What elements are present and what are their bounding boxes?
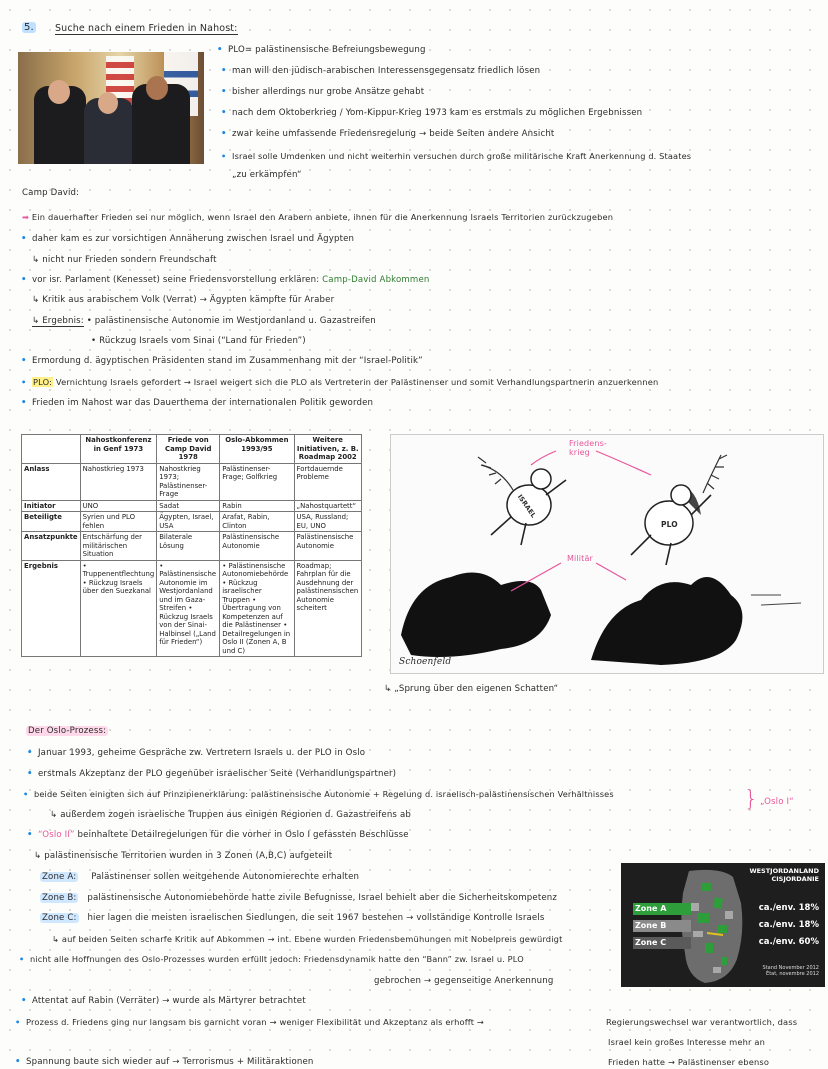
oslo-line: • beide Seiten einigten sich auf Prinzipienerklärung: palästinensische Autonomie + Regelung d. israelisch-palästinensischen Verhältnisses — [34, 789, 614, 800]
shadow-right — [591, 577, 742, 665]
person-head — [146, 76, 168, 100]
table-cell: Fortdauernde Probleme — [294, 463, 362, 500]
table-cell: „Nahostquartett“ — [294, 500, 362, 512]
table-cell: UNO — [80, 500, 157, 512]
table-cell: Nahostkrieg 1973; Palästinenser-Frage — [157, 463, 220, 500]
oslo-line: gebrochen → gegenseitige Anerkennung — [374, 976, 554, 986]
intro-continuation: „zu erkämpfen“ — [232, 170, 302, 180]
table-cell: Sadat — [157, 500, 220, 512]
intro-bullet: • PLO= palästinensische Befreiungsbewegung — [228, 45, 426, 56]
cartoon-caption: ↳ „Sprung über den eigenen Schatten“ — [384, 684, 559, 694]
intro-bullet: • zwar keine umfassende Friedensregelung → beide Seiten andere Ansicht — [232, 129, 554, 140]
table-cell: Palästinenser-Frage; Golfkrieg — [220, 463, 294, 500]
oslo-line: ↳ außerdem zogen israelische Truppen aus einigen Regionen d. Gazastreifens ab — [50, 810, 411, 820]
camp-david-line: • daher kam es zur vorsichtigen Annäherung zwischen Israel und Ägypten — [32, 234, 354, 245]
table-cell: • Palästinensische Autonomie im Westjordanland und im Gaza-Streifen • Rückzug Israels von der Sinai-Halbinsel („Land für Frieden“) — [157, 560, 220, 657]
map-title: WESTJORDANLAND CISJORDANIE — [749, 867, 819, 883]
table-row — [22, 463, 362, 500]
cartoon-label-peace: Friedens-krieg — [569, 439, 607, 457]
table-cell: Ansatzpunkte — [22, 532, 81, 561]
oslo-line: • nicht alle Hoffnungen des Oslo-Prozesses wurden erfüllt jedoch: Friedensdynamik hatte den “Bann” zw. Israel u. PLO — [30, 954, 524, 965]
oslo-line: ↳ auf beiden Seiten scharfe Kritik auf Abkommen → int. Ebene wurden Friedensbemühungen mit Nobelpreis gewürdigt — [52, 934, 563, 944]
table-cell: Roadmap; Fahrplan für die Ausdehnung der palästinensischen Autonomie scheitert — [294, 560, 362, 657]
map-pct-c: ca./env. 60% — [758, 937, 819, 947]
camp-david-line: ↳ Kritik aus arabischem Volk (Verrat) → Ägypten kämpfte für Araber — [32, 295, 335, 305]
camp-david-line: • PLO: Vernichtung Israels gefordert → Israel weigert sich die PLO als Vertreterin der Palästinenser und somit Verhandlungspartnerin anzuerkennen — [32, 377, 658, 388]
table-cell: Initiator — [22, 500, 81, 512]
cartoon-label-plo: PLO — [661, 520, 678, 529]
oslo-one-label: „Oslo I“ — [760, 797, 794, 807]
person-head — [98, 92, 118, 114]
cartoon-drawing — [391, 435, 823, 673]
intro-bullet: • Israel solle Umdenken und nicht weiterhin versuchen durch große militärische Kraft Anerkennung d. Staates — [232, 151, 691, 162]
camp-david-line: • Frieden im Nahost war das Dauerthema der internationalen Politik geworden — [32, 398, 373, 409]
intro-bullet: • man will den jüdisch-arabischen Interessensgegensatz friedlich lösen — [232, 66, 540, 77]
west-bank-map — [621, 863, 825, 987]
zone-a: Zone A: Palästinenser sollen weitgehende Autonomierechte erhalten — [42, 872, 360, 882]
table-cell: Palästinensische Autonomie — [220, 532, 294, 561]
table-cell: Ergebnis — [22, 560, 81, 657]
oslo-line: Israel kein großes Interesse mehr an — [608, 1037, 766, 1047]
table-cell: USA, Russland; EU, UNO — [294, 512, 362, 532]
map-pct-b: ca./env. 18% — [758, 920, 819, 930]
intro-bullet: • bisher allerdings nur grobe Ansätze gehabt — [232, 87, 424, 98]
camp-david-line: ↳ nicht nur Frieden sondern Freundschaft — [32, 255, 217, 265]
oslo-line: Regierungswechsel war verantwortlich, dass — [606, 1017, 798, 1027]
table-row — [22, 500, 362, 512]
oslo-line: • Prozess d. Friedens ging nur langsam bis garnicht voran → weniger Flexibilität und Akzeptanz als erhofft → — [26, 1017, 484, 1028]
table-cell: Rabin — [220, 500, 294, 512]
intro-bullet: • nach dem Oktoberkrieg / Yom-Kippur-Krieg 1973 kam es erstmals zu möglichen Ergebnissen — [232, 108, 642, 119]
map-key-zone-b: Zone B — [633, 920, 691, 932]
arrow-pink — [531, 451, 556, 465]
table-header — [22, 435, 81, 464]
table-header-row — [22, 435, 362, 464]
section-title: Suche nach einem Frieden in Nahost: — [55, 23, 238, 34]
cartoon-label-israel: ISRAEL — [515, 493, 538, 520]
table-cell: Entschärfung der militärischen Situation — [80, 532, 157, 561]
map-key-zone-c: Zone C — [633, 937, 691, 949]
section-number: 5. — [24, 22, 34, 33]
oslo-line: Frieden hatte → Palästinenser ebenso — [608, 1057, 770, 1067]
table-header: Oslo-Abkommen 1993/95 — [220, 435, 294, 464]
shadow-left — [401, 573, 551, 658]
cartoon — [390, 434, 824, 674]
cartoon-signature: Schoenfeld — [399, 657, 452, 667]
table-row — [22, 512, 362, 532]
table-cell: Palästinensische Autonomie — [294, 532, 362, 561]
camp-david-result: ↳ Ergebnis: • palästinensische Autonomie im Westjordanland u. Gazastreifen — [32, 316, 376, 326]
oslo-line: • erstmals Akzeptanz der PLO gegenüber israelischer Seite (Verhandlungspartner) — [38, 769, 396, 780]
camp-david-line: • vor isr. Parlament (Kenesset) seine Friedensvorstellung erklären: Camp-David Abkommen — [32, 275, 429, 286]
person-head — [48, 80, 70, 104]
peace-initiatives-table — [21, 434, 362, 657]
zone-b: Zone B: palästinensische Autonomiebehörde hatte zivile Befugnisse, Israel behielt aber die Sicherheitskompetenz — [42, 893, 558, 903]
camp-david-line: • Ermordung d. ägyptischen Präsidenten stand im Zusammenhang mit der “Israel-Politik” — [32, 356, 423, 367]
map-key-zone-a: Zone A — [633, 903, 691, 915]
table-cell: Nahostkrieg 1973 — [80, 463, 157, 500]
table-cell: Arafat, Rabin, Clinton — [220, 512, 294, 532]
camp-david-line: • Rückzug Israels vom Sinai (“Land für Frieden”) — [91, 336, 306, 346]
oslo-line: ↳ palästinensische Territorien wurden in 3 Zonen (A,B,C) aufgeteilt — [34, 851, 333, 861]
table-header: Nahostkonferenz in Genf 1973 — [80, 435, 157, 464]
olive-leaves-right — [707, 455, 727, 489]
table-header: Weitere Initiativen, z. B. Roadmap 2002 — [294, 435, 362, 464]
zone-c: Zone C: hier lagen die meisten israelischen Siedlungen, die seit 1967 bestehen → vollständige Kontrolle Israels — [42, 913, 545, 923]
table-cell: Anlass — [22, 463, 81, 500]
olive-leaves-left — [478, 457, 501, 484]
camp-david-line: ➡ Ein dauerhafter Frieden sei nur möglich, wenn Israel den Arabern anbiete, ihnen für die Anerkennung Israels Territorien zurückzugeben — [22, 212, 614, 222]
map-footer: Stand November 2012 État, novembre 2012 — [762, 965, 819, 977]
table-header: Friede von Camp David 1978 — [157, 435, 220, 464]
table-row — [22, 532, 362, 561]
table-cell: Syrien und PLO fehlen — [80, 512, 157, 532]
photo-handshake — [18, 52, 204, 164]
table-cell: Beteiligte — [22, 512, 81, 532]
oslo-line: • Januar 1993, geheime Gespräche zw. Vertretern Israels u. der PLO in Oslo — [38, 748, 365, 759]
oslo-heading: Der Oslo-Prozess: — [28, 726, 107, 736]
table-row — [22, 560, 362, 657]
table-cell: Ägypten, Israel, USA — [157, 512, 220, 532]
arrow-pink — [596, 563, 626, 580]
ground-lines — [751, 595, 801, 605]
table-cell: • Palästinensische Autonomiebehörde • Rückzug israelischer Truppen • Übertragung von Kompetenzen auf die Palästinenser • Detailregelungen in Oslo II (Zonen A, B und C) — [220, 560, 294, 657]
camp-david-heading: Camp David: — [22, 188, 80, 198]
oslo-line: • “Oslo II” beinhaltete Detailregelungen für die vorher in Oslo I gefassten Beschlüsse — [38, 830, 409, 841]
table-cell: • Truppenentflechtung • Rückzug Israels über den Suezkanal — [80, 560, 157, 657]
figure-israel-head — [531, 469, 551, 489]
figure-plo-head — [671, 485, 691, 505]
brace-icon: } — [744, 787, 759, 812]
oslo-line: • Attentat auf Rabin (Verräter) → wurde als Märtyrer betrachtet — [32, 996, 306, 1007]
olive-branch-left — [481, 465, 513, 490]
table-cell: Bilaterale Lösung — [157, 532, 220, 561]
cartoon-label-military: Militär — [567, 554, 593, 563]
oslo-line: • Spannung baute sich wieder auf → Terrorismus + Militäraktionen — [26, 1057, 314, 1068]
map-pct-a: ca./env. 18% — [758, 903, 819, 913]
